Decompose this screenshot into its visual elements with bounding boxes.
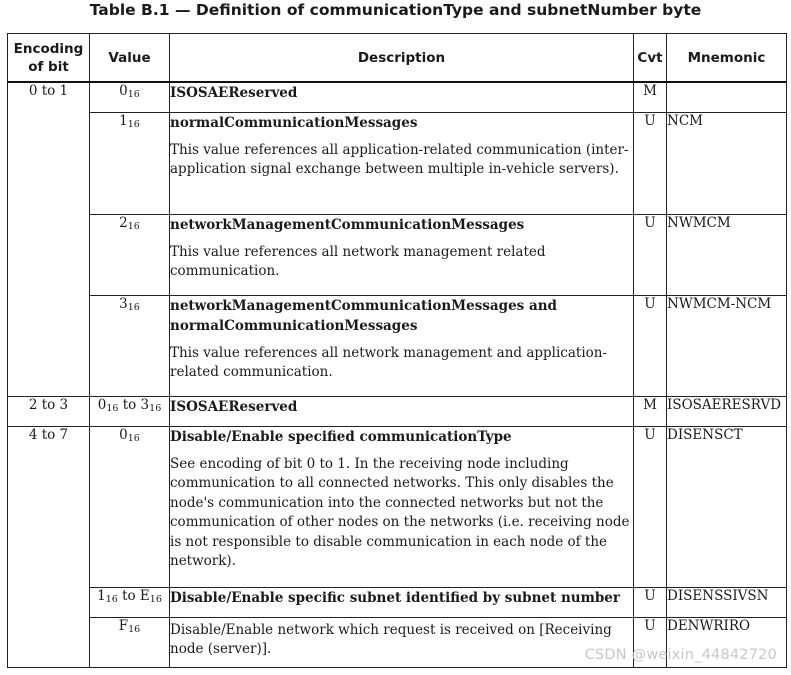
encoding-group-0-1: 0 to 1 bbox=[8, 82, 90, 396]
mnemonic-cell: DENWRIRO bbox=[667, 617, 787, 667]
table-row bbox=[8, 295, 787, 396]
table-title: Table B.1 — Definition of communicationType and subnetNumber byte bbox=[89, 1, 702, 19]
encoding-group-2-3: 2 to 3 bbox=[8, 396, 90, 426]
description-text: Disable/Enable network which request is received on [Receiving node (server)]. bbox=[170, 621, 612, 657]
value-cell: $0_{16}$ bbox=[90, 426, 170, 587]
description-name: ISOSAEReserved bbox=[170, 85, 298, 101]
mnemonic-cell: ISOSAERESRVD bbox=[667, 396, 787, 426]
value-cell: $F_{16}$ bbox=[90, 617, 170, 667]
description-cell bbox=[170, 295, 634, 396]
description-cell bbox=[170, 617, 634, 667]
value-cell: $0_{16}$ bbox=[90, 82, 170, 112]
description-text: This value references all network management related communication. bbox=[170, 243, 546, 279]
description-cell bbox=[170, 214, 634, 295]
cvt-cell: U bbox=[634, 617, 667, 667]
description-cell bbox=[170, 396, 634, 426]
header-row bbox=[8, 34, 787, 83]
table-row bbox=[8, 214, 787, 295]
description-text: This value references all network management and application-related communication. bbox=[170, 344, 608, 380]
description-cell bbox=[170, 587, 634, 617]
description-name: normalCommunicationMessages bbox=[170, 114, 418, 131]
watermark: CSDN @weixin_44842720 bbox=[584, 647, 777, 663]
header-encoding: Encoding of bit bbox=[8, 34, 90, 83]
header-mnemonic: Mnemonic bbox=[667, 34, 787, 83]
header-cvt: Cvt bbox=[634, 34, 667, 83]
cvt-cell: U bbox=[634, 426, 667, 587]
table-row bbox=[8, 426, 787, 587]
value-cell: $0_{16}$ to $3_{16}$ bbox=[90, 396, 170, 426]
description-name: ISOSAEReserved bbox=[170, 398, 298, 415]
description-name: Disable/Enable specified communicationType bbox=[170, 428, 512, 445]
table-row bbox=[8, 112, 787, 214]
description-cell bbox=[170, 82, 634, 112]
value-cell: $2_{16}$ bbox=[90, 214, 170, 295]
header-value: Value bbox=[90, 34, 170, 83]
description-text: See encoding of bit 0 to 1. In the receiving node including communication to all connected networks. This only disables the node's communication into the connected networks but not the communication of other nodes on the networks (i.e. receiving node is not responsible to disable communication in each node of the network). bbox=[170, 455, 630, 569]
cvt-cell: U bbox=[634, 214, 667, 295]
mnemonic-cell: NWMCM bbox=[667, 214, 787, 295]
description-name: networkManagementCommunicationMessages and normalCommunicationMessages bbox=[170, 297, 557, 334]
description-cell bbox=[170, 426, 634, 587]
table-row bbox=[8, 587, 787, 617]
header-description: Description bbox=[170, 34, 634, 83]
cvt-cell: M bbox=[634, 82, 667, 112]
mnemonic-cell: DISENSCT bbox=[667, 426, 787, 587]
cvt-cell: M bbox=[634, 396, 667, 426]
mnemonic-cell: NWMCM-NCM bbox=[667, 295, 787, 396]
mnemonic-cell bbox=[667, 82, 787, 112]
encoding-group-4-7: 4 to 7 bbox=[8, 426, 90, 667]
cvt-cell: U bbox=[634, 587, 667, 617]
description-cell bbox=[170, 112, 634, 214]
cvt-cell: U bbox=[634, 112, 667, 214]
description-text: This value references all application-related communication (inter-application signal exchange between multiple in-vehicle servers). bbox=[170, 141, 629, 177]
description-name: Disable/Enable specific subnet identified by subnet number bbox=[170, 589, 621, 606]
description-name: networkManagementCommunicationMessages bbox=[170, 216, 525, 233]
value-cell: $3_{16}$ bbox=[90, 295, 170, 396]
definition-table bbox=[7, 33, 787, 668]
value-cell: $1_{16}$ to $E_{16}$ bbox=[90, 587, 170, 617]
value-cell: $1_{16}$ bbox=[90, 112, 170, 214]
table-row bbox=[8, 396, 787, 426]
mnemonic-cell: DISENSSIVSN bbox=[667, 587, 787, 617]
mnemonic-cell: NCM bbox=[667, 112, 787, 214]
table-row bbox=[8, 82, 787, 112]
cvt-cell: U bbox=[634, 295, 667, 396]
